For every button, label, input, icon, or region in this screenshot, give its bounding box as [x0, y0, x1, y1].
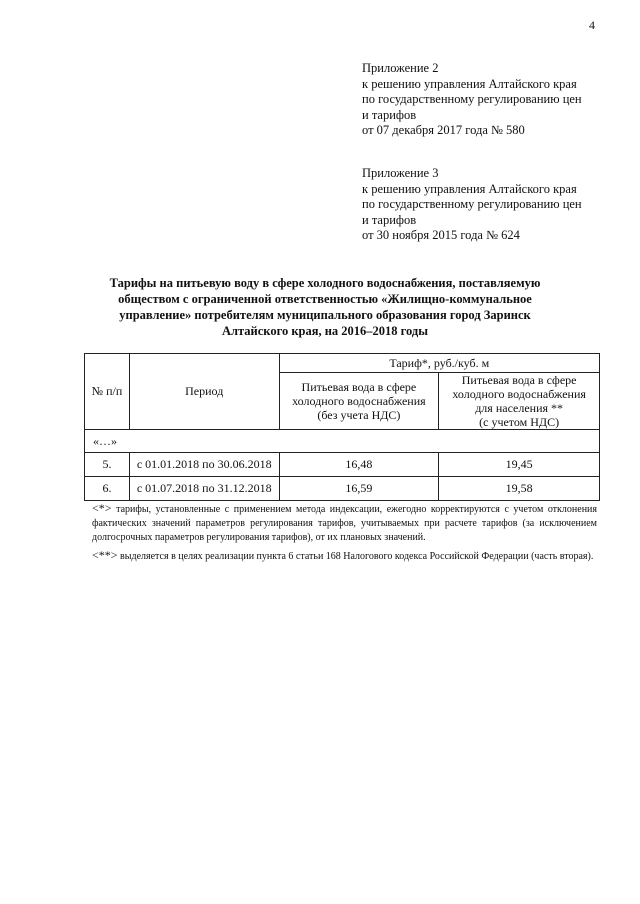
- row-period: с 01.01.2018 по 30.06.2018: [129, 453, 279, 477]
- header-with-vat: [439, 373, 600, 430]
- row-num: 6.: [85, 477, 130, 501]
- footnote-1-mark: <*>: [92, 501, 112, 515]
- row-num: 5.: [85, 453, 130, 477]
- appendix-3-line: от 30 ноября 2015 года № 624: [362, 228, 520, 242]
- header-line: холодного водоснабжения: [452, 387, 586, 401]
- appendix-2-line: Приложение 2: [362, 61, 439, 75]
- header-num: № п/п: [85, 354, 130, 430]
- appendix-2-line: по государственному регулированию цен: [362, 92, 582, 106]
- header-line: Питьевая вода в сфере: [301, 380, 417, 394]
- title-line: Алтайского края, на 2016–2018 годы: [221, 324, 429, 338]
- row-value-with-vat: 19,45: [439, 453, 600, 477]
- footnote-1-text: тарифы, установленные с применением метода индексации, ежегодно корректируются с учетом отклонения фактических значений параметров регулирования тарифов, учитываемых при расчете тарифов (за исключением долгосрочных параметров регулирования тарифов), от их плановых значений.: [92, 504, 597, 543]
- table-row: [85, 453, 600, 477]
- appendix-2-block: [362, 61, 612, 139]
- footnote-2-mark: <**>: [92, 548, 118, 562]
- appendix-3-line: к решению управления Алтайского края: [362, 181, 577, 196]
- appendix-3-line: и тарифов: [362, 212, 417, 227]
- header-tariff: Тариф*, руб./куб. м: [279, 354, 599, 373]
- appendix-3-line: по государственному регулированию цен: [362, 197, 582, 211]
- title-line: управление» потребителям муниципального образования город Заринск: [119, 308, 531, 322]
- header-period: Период: [129, 354, 279, 430]
- footnote-2: [92, 548, 597, 564]
- header-line: (без учета НДС): [317, 408, 401, 422]
- header-line: для населения **: [475, 401, 564, 415]
- header-line: Питьевая вода в сфере: [461, 373, 577, 387]
- header-without-vat: [279, 373, 439, 430]
- header-line: холодного водоснабжения: [292, 394, 426, 408]
- row-value-without-vat: 16,48: [279, 453, 439, 477]
- omitted-rows-marker: «…»: [85, 430, 600, 453]
- table-row: [85, 477, 600, 501]
- footnotes: [92, 501, 597, 567]
- row-period: с 01.07.2018 по 31.12.2018: [129, 477, 279, 501]
- document-title: [90, 275, 560, 339]
- header-line: (с учетом НДС): [479, 415, 560, 429]
- title-line: Тарифы на питьевую воду в сфере холодного водоснабжения, поставляемую: [109, 276, 541, 290]
- row-value-without-vat: 16,59: [279, 477, 439, 501]
- title-line: обществом с ограниченной ответственностью «Жилищно-коммунальное: [118, 292, 532, 306]
- appendix-2-line: от 07 декабря 2017 года № 580: [362, 123, 525, 137]
- page-number: 4: [589, 18, 595, 32]
- appendix-2-line: и тарифов: [362, 107, 417, 122]
- footnote-1: [92, 501, 597, 545]
- appendix-3-block: [362, 166, 612, 244]
- footnote-2-text: выделяется в целях реализации пункта 6 статьи 168 Налогового кодекса Российской Федерации (часть вторая).: [117, 551, 594, 562]
- tariff-table: [84, 353, 600, 501]
- row-value-with-vat: 19,58: [439, 477, 600, 501]
- appendix-3-line: Приложение 3: [362, 166, 439, 180]
- appendix-2-line: к решению управления Алтайского края: [362, 76, 577, 91]
